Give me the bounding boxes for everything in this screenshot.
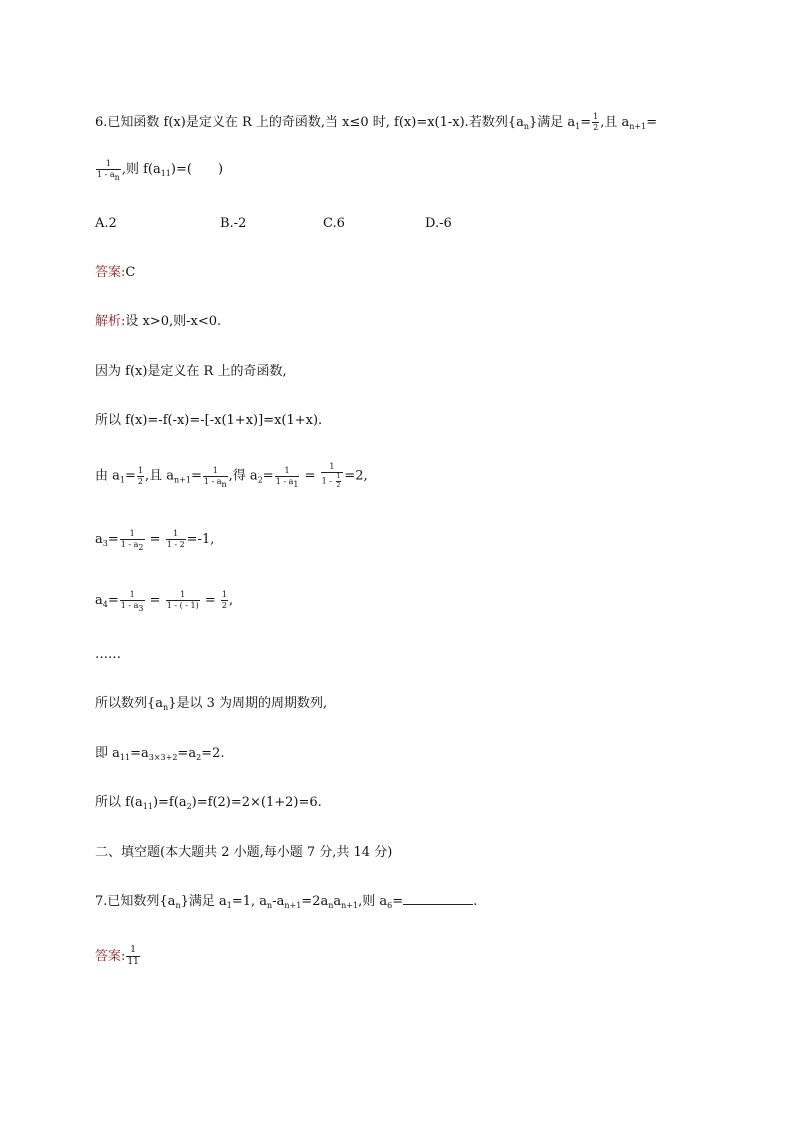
a1-fraction: $\frac{1}{2}$ [593,112,599,132]
solution-line6: $a_4=$ $\frac{1}{1 - a_3}$ = $\frac{1}{1 - ( - 1)}$ = $\frac{1}{2}$ , [95,590,234,613]
answer-blank[interactable] [403,893,473,905]
option-d: D.-6 [425,216,452,231]
answer-7: 答案: $\frac{1}{11}$ [95,945,139,967]
q6-stem-line2: $\frac{1}{1 - a_n}$ ,则 $f(a_{11})=$( ) [97,159,224,182]
q6-stem-line1: 6.已知函数 f(x)是定义在 R 上的奇函数,当 x≤0 时, f(x)=x(1-x).若数列$\{a_n\}$满足 $a_1=$ $\frac{1}{2}$ ,且 $a_{n+1}=$ [95,112,658,132]
solution-line9: 所以 $f(a_{11})=f(a_2)=f(2)=2\times(1+2)=6$. [95,795,322,811]
solution-line8: 即 $a_{11}=a_{3\times 3+2}=a_2=2$. [95,746,225,762]
solution-line2: 因为 f(x)是定义在 R 上的奇函数, [95,364,287,379]
solution-line1: 解析:设 x>0,则-x<0. [95,314,222,329]
answer-6: 答案:C [95,265,136,280]
option-a: A.2 [95,216,117,231]
option-b: B.-2 [220,216,247,231]
solution-line4: 由 $a_1=$ $\frac{1}{2}$ ,且 $a_{n+1}=$ $\frac{1}{1 - a_n}$ ,得 $a_2=$ $\frac{1}{1 - a_1}$ = 1 1 - $\frac{1}{2}$ =2, [95,462,368,489]
solution-line5: $a_3=$ $\frac{1}{1 - a_2}$ = $\frac{1}{1 - 2}$ =-1, [95,529,215,552]
q7-stem: 7.已知数列$\{a_n\}$满足 $a_1=1$, $a_n-a_{n+1}=2a_na_{n+1}$,则 $a_6=$ . [95,894,478,910]
answer7-fraction: $\frac{1}{11}$ [127,945,139,967]
recurrence-fraction: $\frac{1}{1 - a_n}$ [97,159,120,182]
solution-line7: 所以数列$\{a_n\}$是以 3 为周期的周期数列, [95,696,328,712]
section-title: 二、填空题(本大题共 2 小题,每小题 7 分,共 14 分) [95,845,393,860]
solution-line3: 所以 f(x)=-f(-x)=-[-x(1+x)]=x(1+x). [95,413,323,428]
option-c: C.6 [323,216,345,231]
solution-dots: …… [95,647,121,662]
